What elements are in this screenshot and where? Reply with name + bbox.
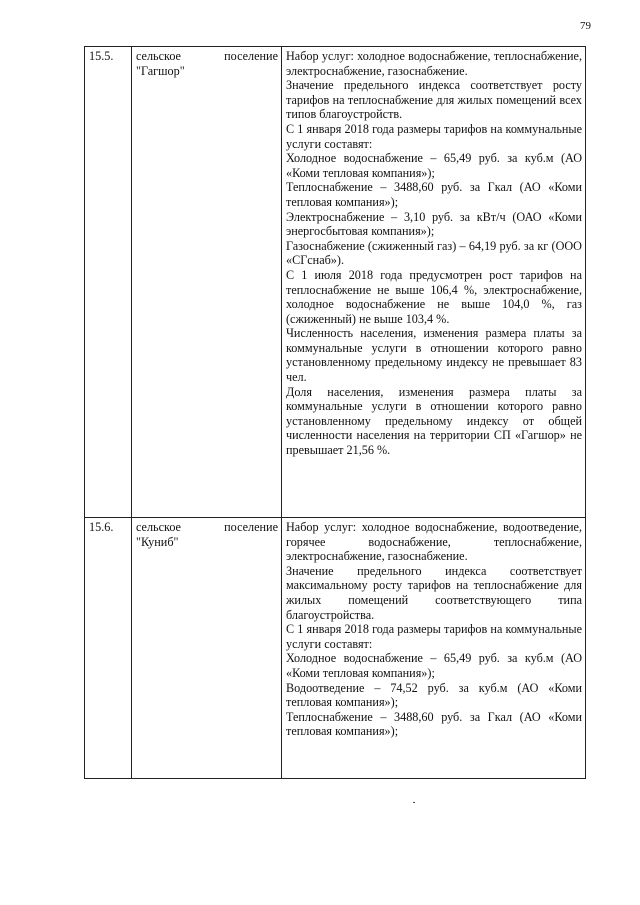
paragraph: Холодное водоснабжение – 65,49 руб. за куб.м (АО «Коми тепловая компания»); — [286, 651, 582, 680]
settlement-name — [132, 518, 282, 779]
paragraph: Теплоснабжение – 3488,60 руб. за Гкал (АО «Коми тепловая компания»); — [286, 180, 582, 209]
paragraph: С 1 января 2018 года размеры тарифов на коммунальные услуги составят: — [286, 121, 582, 151]
paragraph: Газоснабжение (сжиженный газ) – 64,19 руб. за кг (ООО «СГснаб»). — [286, 238, 582, 268]
settlement-kind: сельское — [136, 49, 181, 63]
tariff-description — [282, 47, 586, 518]
paragraph: С 1 июля 2018 года предусмотрен рост тарифов на теплоснабжение не выше 106,4 %, электроснабжение, холодное водоснабжение не выше 104,0 %, газ (сжиженный) не выше 103,4 %. — [286, 267, 582, 326]
settlement-title: "Гагшор" — [136, 63, 185, 78]
municipality-tariff-table — [84, 46, 586, 779]
paragraph: С 1 января 2018 года размеры тарифов на коммунальные услуги составят: — [286, 622, 582, 651]
row-number: 15.6. — [85, 518, 132, 779]
settlement-name — [132, 47, 282, 518]
paragraph: Значение предельного индекса соответствует максимальному росту тарифов на теплоснабжение для жилых помещений соответствующего типа благоустройства. — [286, 563, 582, 622]
tariff-description — [282, 518, 586, 779]
scan-speck — [413, 802, 415, 803]
table-row — [85, 47, 586, 518]
paragraph: Водоотведение – 74,52 руб. за куб.м (АО «Коми тепловая компания»); — [286, 680, 582, 710]
row-number: 15.5. — [85, 47, 132, 518]
page-number: 79 — [580, 20, 591, 32]
paragraph: Электроснабжение – 3,10 руб. за кВт/ч (ОАО «Коми энергосбытовая компания»); — [286, 209, 582, 239]
settlement-type: поселение — [224, 49, 278, 63]
paragraph: Теплоснабжение – 3488,60 руб. за Гкал (АО «Коми тепловая компания»); — [286, 709, 582, 739]
paragraph: Набор услуг: холодное водоснабжение, теплоснабжение, электроснабжение, газоснабжение. — [286, 49, 582, 78]
paragraph: Холодное водоснабжение – 65,49 руб. за куб.м (АО «Коми тепловая компания»); — [286, 151, 582, 180]
paragraph: Численность населения, изменения размера платы за коммунальные услуги в отношении которого равно установленному предельному индексу не превышает 83 чел. — [286, 326, 582, 385]
paragraph: Доля населения, изменения размера платы за коммунальные услуги в отношении которого равно установленному предельному индексу от общей численности населения на территории СП «Гагшор» не превышает 21,56 %. — [286, 384, 582, 458]
paragraph: Набор услуг: холодное водоснабжение, водоотведение, горячее водоснабжение, теплоснабжение, электроснабжение, газоснабжение. — [286, 520, 582, 564]
settlement-type: поселение — [224, 520, 278, 534]
settlement-kind: сельское — [136, 520, 181, 534]
settlement-title: "Куниб" — [136, 534, 179, 549]
table-row — [85, 518, 586, 779]
paragraph: Значение предельного индекса соответствует росту тарифов на теплоснабжение для жилых помещений всех типов благоустройств. — [286, 78, 582, 122]
